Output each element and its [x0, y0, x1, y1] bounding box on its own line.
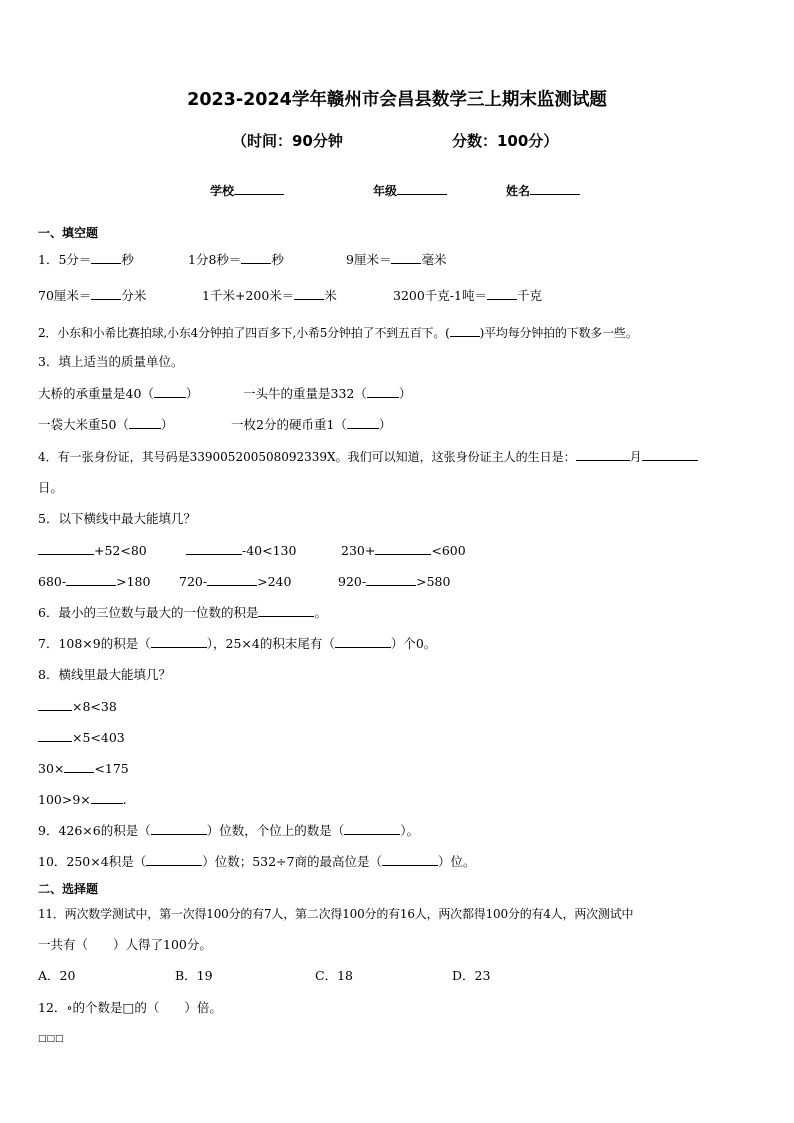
answer-blank-day[interactable]: [642, 448, 698, 461]
question-9: [38, 822, 419, 839]
question-3-stem: 3．填上适当的质量单位。: [38, 354, 184, 369]
q1-row1-c: [346, 251, 446, 268]
q3-text-end: ）: [378, 417, 392, 432]
unit-label: 千克: [517, 288, 543, 303]
exam-score: 分数：100分）: [452, 132, 559, 150]
grade-field: [373, 182, 447, 199]
question-10: [38, 853, 476, 870]
question-8-stem: 8．横线里最大能填几？: [38, 667, 171, 682]
q5-text-end: >240: [257, 574, 292, 589]
q5-text: 680-: [38, 574, 67, 589]
answer-blank[interactable]: [382, 853, 438, 866]
q7-text-end: ）个0。: [390, 636, 437, 651]
question-7: [38, 635, 436, 652]
answer-blank[interactable]: [151, 822, 207, 835]
q2-text: 2．小东和小希比赛拍球,小东4分钟拍了四百多下,小希5分钟拍了不到五百下。(: [38, 326, 450, 340]
answer-blank[interactable]: [487, 287, 517, 300]
q3-text: 一头牛的重量是332（: [243, 386, 367, 401]
q10-text-mid: ）位数；532÷7商的最高位是（: [202, 854, 382, 869]
q5-item-a: [38, 542, 147, 559]
q1-row2-a: [38, 287, 146, 304]
name-blank[interactable]: [530, 182, 580, 195]
answer-blank[interactable]: [344, 822, 400, 835]
q3-text-end: ）: [398, 386, 412, 401]
answer-blank[interactable]: [91, 251, 121, 264]
q5-text-end: >580: [416, 574, 451, 589]
question-6: [38, 604, 327, 621]
q3-text: 一袋大米重50（: [38, 417, 129, 432]
answer-blank[interactable]: [186, 542, 242, 555]
q6-text: 6．最小的三位数与最大的一位数的积是: [38, 605, 259, 620]
q8-text-end: <175: [94, 761, 129, 776]
school-blank[interactable]: [234, 182, 284, 195]
q3-text: 大桥的承重量是40（: [38, 386, 154, 401]
q2-text-end: )平均每分钟拍的下数多一些。: [479, 326, 638, 340]
answer-blank[interactable]: [129, 416, 161, 429]
q3-text: 一枚2分的硬币重1（: [231, 417, 347, 432]
q5-item-f: [338, 573, 450, 590]
q6-text-end: 。: [314, 605, 327, 620]
unit-label: 秒: [121, 252, 134, 267]
q10-text-end: ）位。: [438, 854, 476, 869]
q5-text: 920-: [338, 574, 367, 589]
q5-item-c: [341, 542, 466, 559]
answer-blank[interactable]: [91, 287, 121, 300]
q8-text-end: .: [122, 792, 127, 807]
question-5-stem: 5．以下横线中最大能填几？: [38, 511, 196, 526]
section-choice: 二、选择题: [38, 882, 99, 896]
question-11-line1: 11．两次数学测试中，第一次得100分的有7人，第二次得100分的有16人，两次都得100分的有4人，两次测试中: [38, 907, 634, 921]
question-12: 12．∘的个数是□的（ ）倍。: [38, 1000, 222, 1015]
q4-text: 4．有一张身份证，其号码是339005200508092339X。我们可以知道，这张身份证主人的生日是：: [38, 450, 576, 464]
q1-row2-b: [202, 287, 337, 304]
q8-item-d: [38, 791, 127, 808]
q9-text-mid: ）位数，个位上的数是（: [206, 823, 345, 838]
answer-blank[interactable]: [38, 698, 72, 711]
section-fill-in: 一、填空题: [38, 226, 99, 240]
unit-label: 分米: [121, 288, 147, 303]
name-field: [506, 182, 580, 199]
q3-text-end: ）: [160, 417, 174, 432]
unit-label: 毫米: [421, 252, 447, 267]
q7-text: 7．108×9的积是（: [38, 636, 151, 651]
answer-blank[interactable]: [366, 573, 416, 586]
answer-blank[interactable]: [154, 385, 186, 398]
q11-option-d[interactable]: D．23: [452, 968, 491, 983]
q1-text: 70厘米＝: [38, 288, 92, 303]
unit-label: 秒: [271, 252, 284, 267]
answer-blank[interactable]: [38, 729, 72, 742]
q5-item-b: [186, 542, 296, 559]
q3-item-d: [231, 416, 391, 433]
q5-item-d: [38, 573, 150, 590]
q5-text-end: >180: [116, 574, 151, 589]
q10-text: 10．250×4积是（: [38, 854, 147, 869]
q4-cont: 日。: [38, 480, 64, 495]
answer-blank[interactable]: [367, 385, 399, 398]
q3-item-c: [38, 416, 173, 433]
q8-item-c: [38, 760, 129, 777]
q12-figure: □□□: [38, 1034, 64, 1044]
q11-option-b[interactable]: B．19: [175, 968, 213, 983]
q8-text: ×5<403: [72, 730, 125, 745]
page-title: 2023-2024学年赣州市会昌县数学三上期末监测试题: [187, 90, 607, 110]
grade-label: 年级: [373, 184, 398, 198]
answer-blank[interactable]: [151, 635, 207, 648]
question-4: [38, 448, 698, 465]
q1-text: 1分8秒＝: [188, 252, 242, 267]
question-2: [38, 324, 638, 341]
exam-time: （时间：90分钟: [232, 132, 343, 150]
q8-item-b: [38, 729, 125, 746]
answer-blank[interactable]: [64, 760, 94, 773]
answer-blank[interactable]: [347, 416, 379, 429]
question-11-line2: 一共有（ ）人得了100分。: [38, 937, 212, 952]
q1-text: 1千米+200米＝: [202, 288, 295, 303]
school-label: 学校: [210, 184, 235, 198]
q5-text: 230+: [341, 543, 376, 558]
answer-blank-month[interactable]: [576, 448, 630, 461]
q11-option-a[interactable]: A．20: [38, 968, 76, 983]
answer-blank[interactable]: [66, 573, 116, 586]
q8-text: 30×: [38, 761, 65, 776]
q5-item-e: [179, 573, 291, 590]
q9-text-end: ）。: [400, 823, 420, 838]
q3-item-b: [243, 385, 411, 402]
answer-blank[interactable]: [391, 251, 421, 264]
q4-month-label: 月: [629, 450, 642, 464]
school-field: [210, 182, 284, 199]
answer-blank[interactable]: [335, 635, 391, 648]
grade-blank[interactable]: [397, 182, 447, 195]
q3-text-end: ）: [185, 386, 199, 401]
q8-text: 100>9×: [38, 792, 91, 807]
q5-text-end: <600: [431, 543, 466, 558]
answer-blank[interactable]: [91, 791, 123, 804]
answer-blank[interactable]: [450, 324, 480, 337]
q11-option-c[interactable]: C．18: [315, 968, 353, 983]
answer-blank[interactable]: [146, 853, 202, 866]
q8-text: ×8<38: [72, 699, 117, 714]
q1-text: 9厘米＝: [346, 252, 392, 267]
answer-blank[interactable]: [258, 604, 314, 617]
name-label: 姓名: [506, 184, 531, 198]
q9-text: 9．426×6的积是（: [38, 823, 151, 838]
q3-item-a: [38, 385, 198, 402]
q1-row1-b: [188, 251, 284, 268]
answer-blank[interactable]: [294, 287, 324, 300]
q7-text-mid: ），25×4的积末尾有（: [206, 636, 335, 651]
q5-text: 720-: [179, 574, 208, 589]
q8-item-a: [38, 698, 117, 715]
answer-blank[interactable]: [38, 542, 94, 555]
answer-blank[interactable]: [375, 542, 431, 555]
q1-text: 3200千克-1吨＝: [393, 288, 487, 303]
q1-text: 1．5分＝: [38, 252, 92, 267]
answer-blank[interactable]: [241, 251, 271, 264]
q5-text: +52<80: [94, 543, 147, 558]
q1-row1-a: [38, 251, 134, 268]
q1-row2-c: [393, 287, 542, 304]
unit-label: 米: [324, 288, 337, 303]
answer-blank[interactable]: [207, 573, 257, 586]
q5-text: -40<130: [242, 543, 297, 558]
